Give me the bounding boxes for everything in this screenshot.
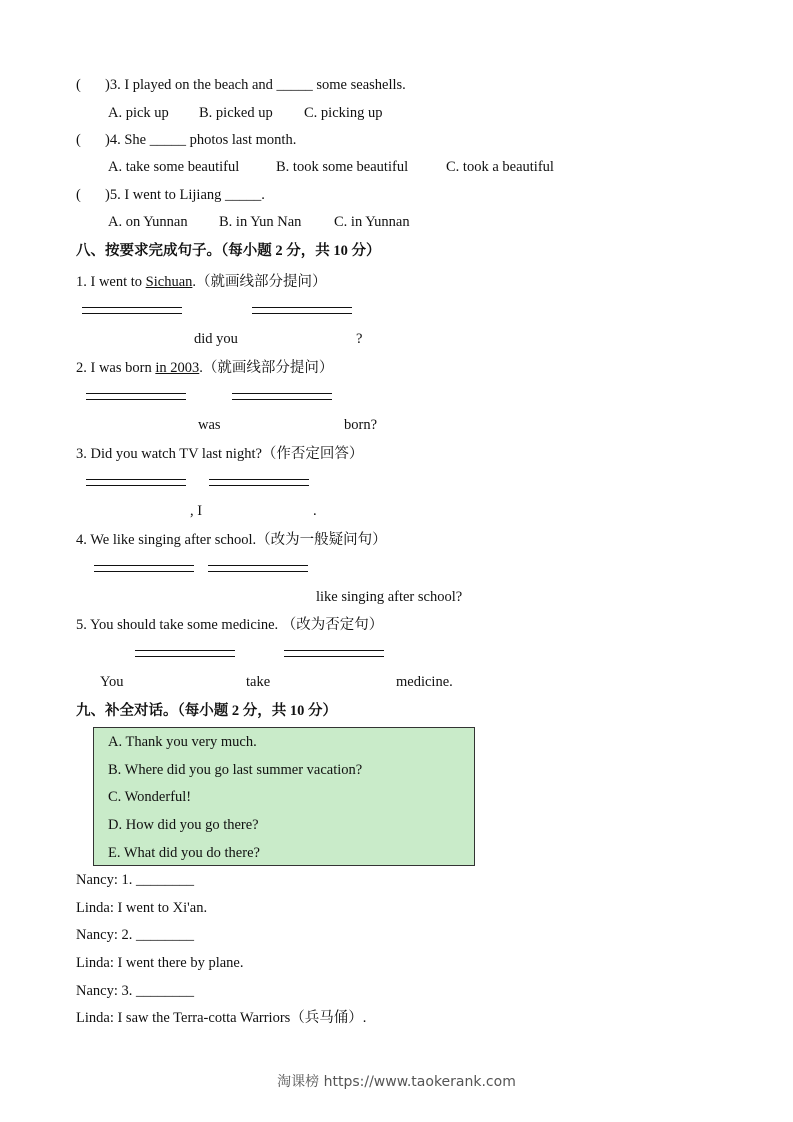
option-d: D. How did you go there?: [108, 817, 259, 833]
dialog-line-3: Nancy: 2. ________: [76, 927, 194, 943]
mc3-question: )3. I played on the beach and _____ some seashells.: [105, 77, 406, 93]
footer-watermark: 淘课榜 https://www.taokerank.com: [277, 1074, 516, 1090]
mc5-option-c: C. in Yunnan: [334, 214, 410, 230]
dialog-line-2: Linda: I went to Xi'an.: [76, 900, 208, 916]
dialog-line-4: Linda: I went there by plane.: [76, 955, 244, 971]
options-box: [93, 727, 475, 866]
s8-q5-blank-2[interactable]: [284, 650, 384, 657]
section8-title: 八、按要求完成句子。（每小题 2 分，共 10 分）: [76, 243, 381, 259]
s8-q5-answer-medicine: medicine.: [396, 674, 453, 690]
s8-q1-blank-1[interactable]: [82, 307, 182, 314]
section9-title: 九、补全对话。（每小题 2 分，共 10 分）: [76, 703, 337, 719]
s8-q2-answer-was: was: [198, 417, 221, 433]
option-b: B. Where did you go last summer vacation?: [108, 762, 363, 778]
dialog-line-5: Nancy: 3. ________: [76, 983, 194, 999]
s8-q3-period: .: [313, 503, 317, 519]
s8-q4-blank-2[interactable]: [208, 565, 308, 572]
s8-q5-answer-take: take: [246, 674, 271, 690]
s8-q3-text: 3. Did you watch TV last night?（作否定回答）: [76, 446, 364, 462]
s8-q3-blank-2[interactable]: [209, 479, 309, 486]
s8-q5-text: 5. You should take some medicine. （改为否定句）: [76, 617, 384, 633]
s8-q2-blank-2[interactable]: [232, 393, 332, 400]
mc5-question: )5. I went to Lijiang _____.: [105, 187, 265, 203]
s8-q2-answer-born: born?: [344, 417, 378, 433]
dialog-line-1: Nancy: 1. ________: [76, 872, 194, 888]
mc3-option-b: B. picked up: [199, 105, 273, 121]
s8-q5-blank-1[interactable]: [135, 650, 235, 657]
mc4-question: )4. She _____ photos last month.: [105, 132, 297, 148]
mc5-paren: (: [76, 187, 81, 203]
s8-q4-answer: like singing after school?: [316, 589, 463, 605]
s8-q2-blank-1[interactable]: [86, 393, 186, 400]
mc3-option-c: C. picking up: [304, 105, 383, 121]
mc3-option-a: A. pick up: [108, 105, 169, 121]
s8-q4-blank-1[interactable]: [94, 565, 194, 572]
s8-q2-text: 2. I was born in 2003.（就画线部分提问）: [76, 360, 334, 376]
option-c: C. Wonderful!: [108, 789, 192, 805]
s8-q3-answer-i: , I: [190, 503, 203, 519]
s8-q4-text: 4. We like singing after school.（改为一般疑问句）: [76, 532, 387, 548]
option-e: E. What did you do there?: [108, 845, 260, 861]
option-a: A. Thank you very much.: [108, 734, 257, 750]
s8-q1-blank-2[interactable]: [252, 307, 352, 314]
dialog-line-6: Linda: I saw the Terra-cotta Warriors（兵马俑）.: [76, 1010, 367, 1026]
mc4-option-c: C. took a beautiful: [446, 159, 554, 175]
mc4-option-b: B. took some beautiful: [276, 159, 409, 175]
mc4-option-a: A. take some beautiful: [108, 159, 240, 175]
mc5-option-b: B. in Yun Nan: [219, 214, 302, 230]
s8-q1-question-mark: ?: [356, 331, 363, 347]
mc3-paren: (: [76, 77, 81, 93]
mc4-paren: (: [76, 132, 81, 148]
s8-q1-answer-text: did you: [194, 331, 238, 347]
s8-q5-answer-you: You: [100, 674, 124, 690]
s8-q3-blank-1[interactable]: [86, 479, 186, 486]
s8-q1-text: 1. I went to Sichuan.（就画线部分提问）: [76, 274, 327, 290]
mc5-option-a: A. on Yunnan: [108, 214, 188, 230]
